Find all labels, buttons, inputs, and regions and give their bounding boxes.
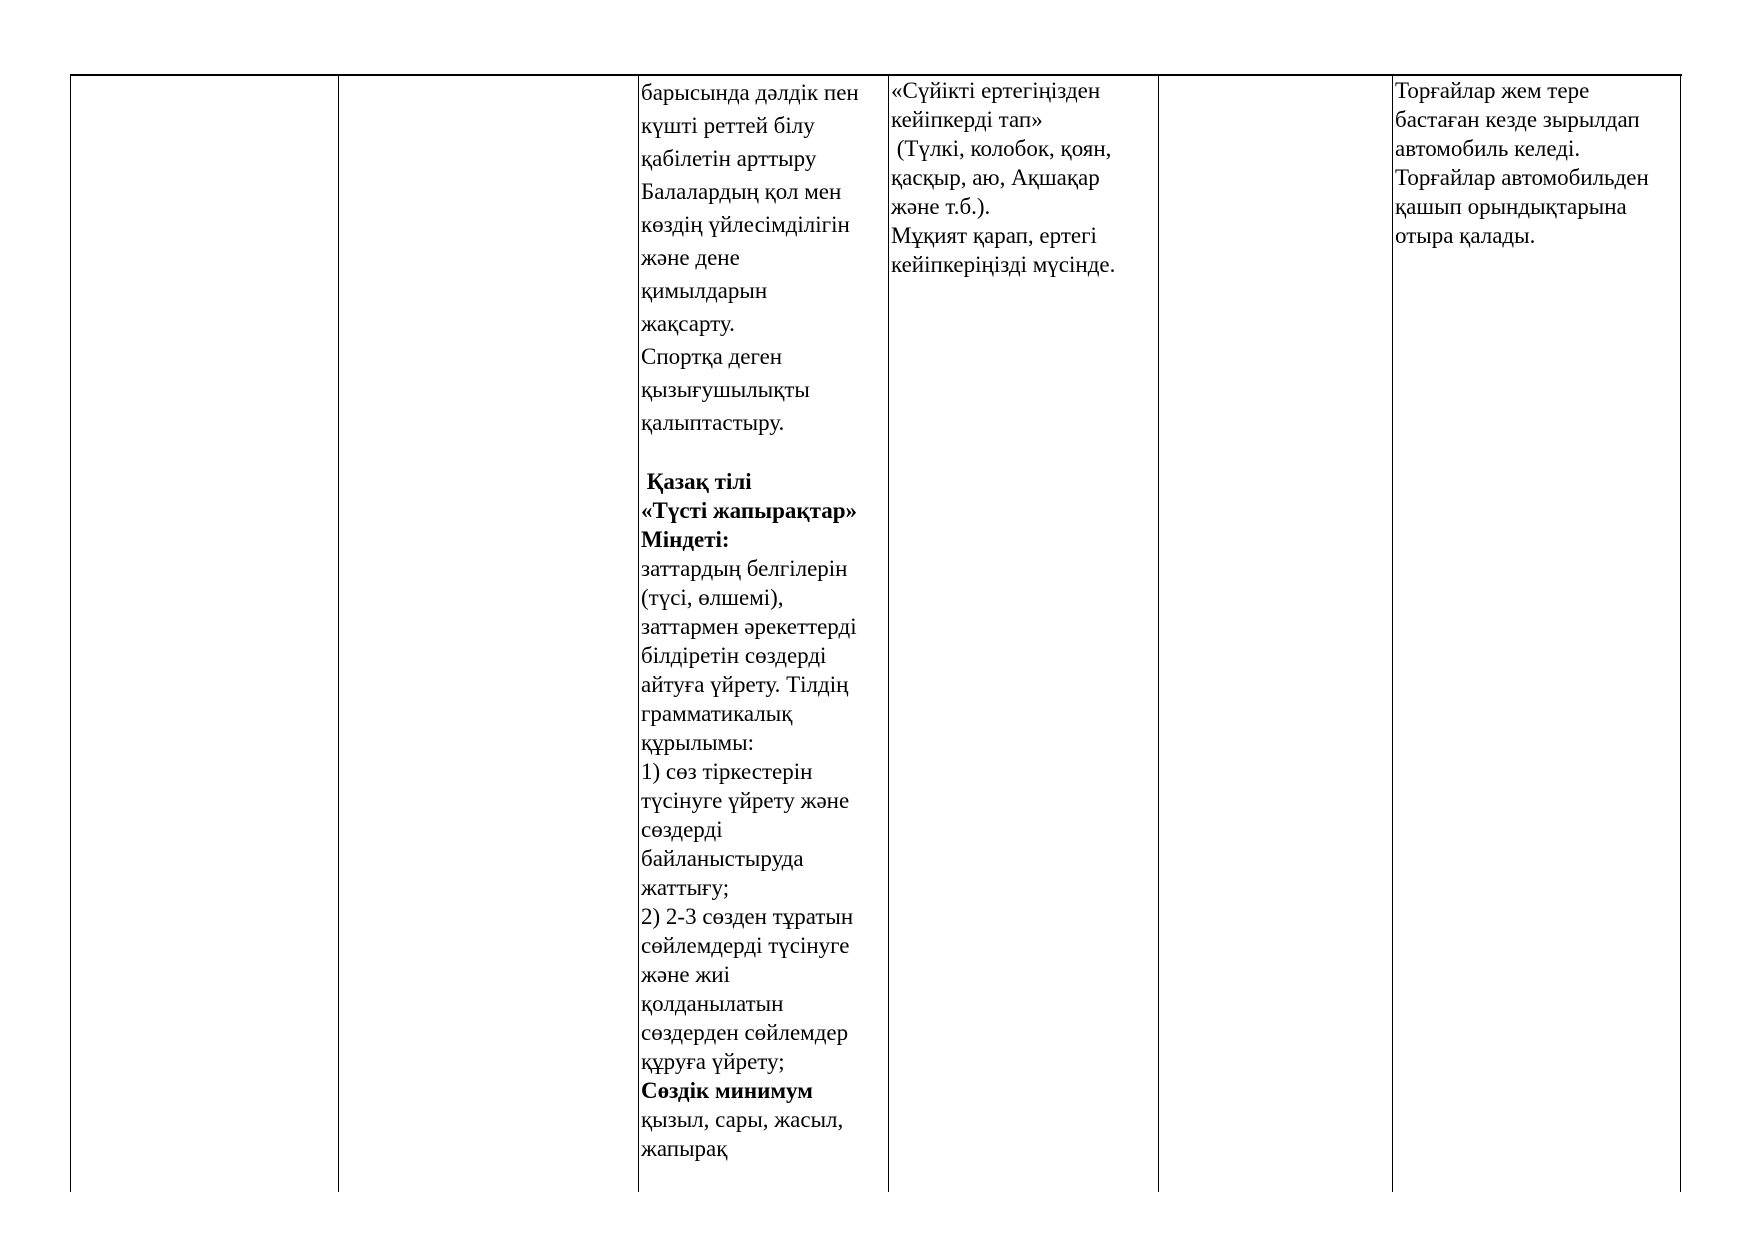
text-line: Торғайлар автомобильден [1395,165,1649,190]
text-line: қызығушылықты [641,377,810,402]
text-line: жаттығу; [641,875,730,900]
text-line: «Сүйікті ертегіңізден [891,78,1101,103]
text-line: көздің үйлесімділігін [641,212,850,237]
text-line: (Түлкі, колобок, қоян, [891,136,1112,161]
lesson-plan-table [70,74,1682,1192]
text-line: құруға үйрету; [641,1049,785,1074]
text-line: бастаған кезде зырылдап [1395,107,1640,132]
spacer [641,439,887,467]
text-line: сөздерден сөйлемдер [641,1020,849,1045]
vocab-label: Сөздік минимум [641,1078,813,1103]
text-line: жапырақ [641,1136,728,1161]
text-line: 1) сөз тіркестерін [641,759,813,784]
column-border [888,76,889,1192]
text-line: заттардың белгілерін [641,556,848,581]
text-line: 2) 2-3 сөзден тұратын [641,904,854,929]
text-line: қасқыр, аю, Ақшақар [891,165,1100,190]
text-line: қызыл, сары, жасыл, [641,1107,844,1132]
text-line: айтуға үйрету. Тілдің [641,672,849,697]
cell-activity [891,76,1157,279]
text-line: заттармен әрекеттерді [641,614,857,639]
task-label: Міндеті: [641,527,730,552]
column-border [70,76,71,1192]
text-line: қимылдарын [641,278,768,303]
text-line: қабілетін арттыру [641,146,817,171]
text-line: күшті реттей білу [641,113,815,138]
text-line: қашып орындықтарына [1395,194,1627,219]
subject-heading: Қазақ тілі [641,469,752,494]
column-border [638,76,639,1192]
column-border [1392,76,1393,1192]
text-line: кейіпкеріңізді мүсінде. [891,252,1116,277]
text-line: (түсі, өлшемі), [641,585,784,610]
text-line: құрылымы: [641,730,754,755]
cell-game [1395,76,1679,250]
text-line: сөйлемдерді түсінуге [641,933,850,958]
text-line: және дене [641,245,740,270]
text-line: қалыптастыру. [641,410,785,435]
column-border [1680,76,1681,1192]
text-line: Балалардың қол мен [641,179,842,204]
text-line: автомобиль келеді. [1395,136,1581,161]
text-line: кейіпкерді тап» [891,107,1043,132]
text-line: барысында дәлдік пен [641,80,859,105]
text-line: грамматикалық [641,701,793,726]
text-line: Торғайлар жем тере [1395,78,1590,103]
topic-heading: «Түсті жапырақтар» [641,498,857,523]
text-line: білдіретін сөздерді [641,643,827,668]
text-line: сөздерді [641,817,723,842]
column-border [1158,76,1159,1192]
text-line: Спортқа деген [641,344,783,369]
text-line: түсінуге үйрету және [641,788,850,813]
text-line: және т.б.). [891,194,991,219]
text-line: жақсарту. [641,311,735,336]
text-line: қолданылатын [641,991,784,1016]
text-line: Мұқият қарап, ертегі [891,223,1097,248]
text-line: байланыстыруда [641,846,804,871]
column-border [338,76,339,1192]
text-line: және жиі [641,962,730,987]
text-line: отыра қалады. [1395,223,1536,248]
cell-objectives [641,76,887,1163]
